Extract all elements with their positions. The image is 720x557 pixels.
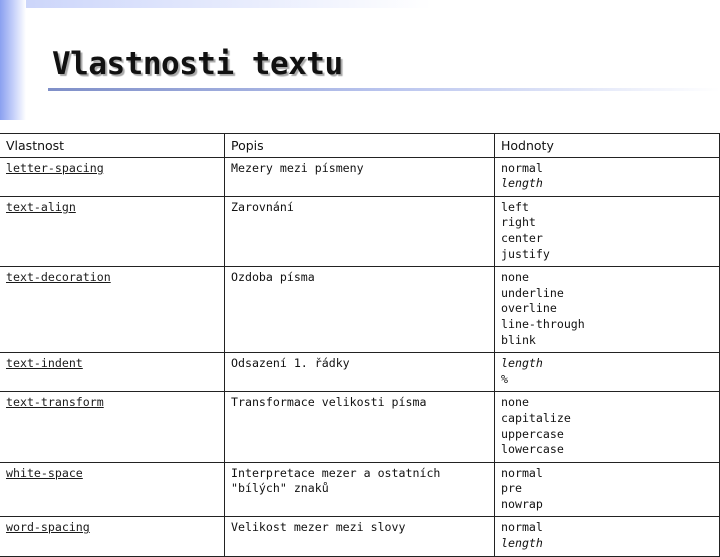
value-item: overline — [501, 301, 557, 316]
value-item: length — [501, 356, 543, 371]
description-cell: Transformace velikosti písma — [225, 392, 495, 462]
table-body — [0, 157, 720, 556]
value-item: center — [501, 230, 543, 245]
values-cell — [495, 353, 720, 392]
table-row — [0, 196, 720, 266]
value-item: normal — [501, 465, 543, 480]
value-item: length — [501, 536, 543, 551]
table-row — [0, 392, 720, 462]
value-item: nowrap — [501, 496, 543, 511]
value-item: none — [501, 270, 529, 285]
header-description: Popis — [225, 134, 495, 158]
property-link[interactable]: letter-spacing — [6, 160, 104, 175]
value-item: pre — [501, 481, 522, 496]
property-link[interactable]: white-space — [6, 465, 83, 480]
header-values: Hodnoty — [495, 134, 720, 158]
value-item: capitalize — [501, 410, 571, 425]
table-row — [0, 157, 720, 196]
values-cell — [495, 462, 720, 517]
property-link[interactable]: text-align — [6, 199, 76, 214]
description-cell: Mezery mezi písmeny — [225, 157, 495, 196]
description-cell: Velikost mezer mezi slovy — [225, 517, 495, 556]
property-cell — [0, 353, 225, 392]
table-row — [0, 462, 720, 517]
values-cell — [495, 517, 720, 556]
value-item: left — [501, 199, 529, 214]
values-cell — [495, 196, 720, 266]
property-cell — [0, 392, 225, 462]
value-item: none — [501, 395, 529, 410]
property-cell — [0, 196, 225, 266]
property-cell — [0, 157, 225, 196]
value-item: blink — [501, 332, 536, 347]
table-row — [0, 517, 720, 556]
table-header-row — [0, 134, 720, 158]
value-item: % — [501, 371, 508, 386]
description-cell: Zarovnání — [225, 196, 495, 266]
values-cell — [495, 267, 720, 353]
property-link[interactable]: text-transform — [6, 395, 104, 410]
property-link[interactable]: text-decoration — [6, 270, 111, 285]
values-cell — [495, 157, 720, 196]
value-item: line-through — [501, 316, 585, 331]
value-item: normal — [501, 520, 543, 535]
value-item: length — [501, 176, 543, 191]
value-item: right — [501, 215, 536, 230]
property-cell — [0, 267, 225, 353]
value-item: uppercase — [501, 426, 564, 441]
description-cell: Ozdoba písma — [225, 267, 495, 353]
top-gradient-band — [0, 0, 720, 8]
table-row — [0, 353, 720, 392]
property-cell — [0, 517, 225, 556]
property-cell — [0, 462, 225, 517]
properties-table — [0, 133, 720, 557]
side-gradient-decoration — [0, 0, 26, 120]
value-item: normal — [501, 160, 543, 175]
description-cell: Odsazení 1. řádky — [225, 353, 495, 392]
value-item: lowercase — [501, 442, 564, 457]
value-item: underline — [501, 285, 564, 300]
values-cell — [495, 392, 720, 462]
property-link[interactable]: word-spacing — [6, 520, 90, 535]
value-item: justify — [501, 246, 550, 261]
header-property: Vlastnost — [0, 134, 225, 158]
table-row — [0, 267, 720, 353]
property-link[interactable]: text-indent — [6, 356, 83, 371]
description-cell: Interpretace mezer a ostatních "bílých" znaků — [225, 462, 495, 517]
page-title: Vlastnosti textu — [52, 46, 343, 82]
title-underline — [48, 88, 720, 91]
